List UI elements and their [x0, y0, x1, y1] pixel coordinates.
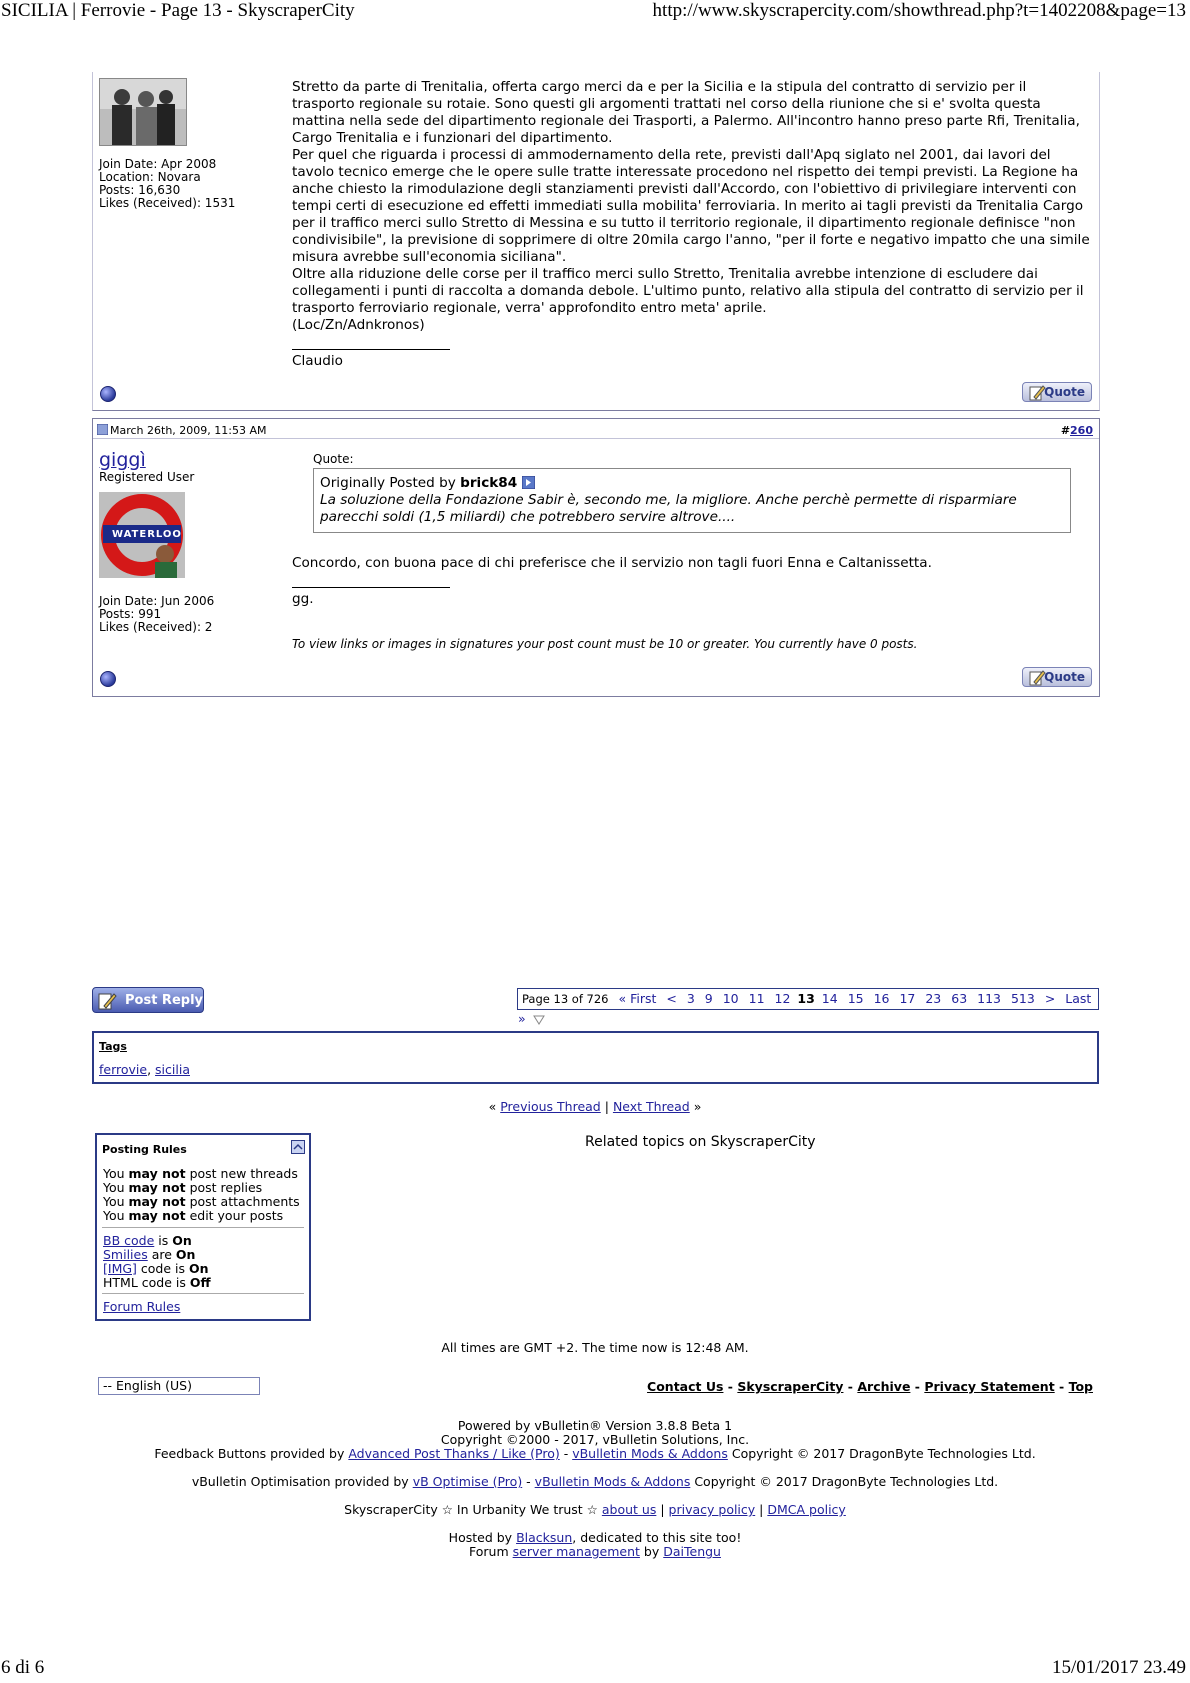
contact-us-link[interactable]: Contact Us — [647, 1379, 724, 1394]
avatar-text: WATERLOO — [112, 529, 182, 540]
signature: Claudio — [292, 353, 343, 369]
pager-page[interactable]: 15 — [847, 991, 864, 1006]
quote-heading: Quote: — [313, 452, 354, 466]
post-date: March 26th, 2009, 11:53 AM — [110, 424, 267, 437]
credits: Powered by vBulletin® Version 3.8.8 Beta 1 Copyright ©2000 - 2017, vBulletin Solutions, Inc. Feedback Buttons provided by Advanced Post Thanks / Like (Pro) - vBulletin Mods & Addons Copyright © 2017 DragonByte Technologies Ltd. vBulletin Optimisation provided by vB Optimise (Pro) - vBulletin Mods & Addons Copyright © 2017 DragonByte Technologies Ltd. SkyscraperCity ☆ In Urbanity We trust ☆ about us | privacy policy | DMCA policy Hosted by Blacksun, dedicated to this site too! Forum server management by DaiTengu — [154, 1418, 1036, 1559]
smilies-link[interactable]: Smilies — [103, 1247, 148, 1262]
location: Location: Novara — [99, 170, 201, 184]
quote-button-label: Quote — [1044, 670, 1085, 684]
top-link[interactable]: Top — [1068, 1379, 1093, 1394]
pager-page[interactable]: 113 — [977, 991, 1001, 1006]
pager-page[interactable]: 513 — [1010, 991, 1035, 1006]
signature-divider — [292, 587, 450, 588]
posting-rule: You may not post new threads — [103, 1166, 298, 1181]
post-number[interactable]: #260 — [1060, 424, 1093, 437]
pager-page[interactable]: 10 — [722, 991, 739, 1006]
message-paragraph: Per quel che riguarda i processi di ammodernamento della rete, previsti dall'Apq siglato nel 2001, dai lavori del tavolo tecnico emerge che le opere sulle tratte interessate procedono nel rispetto dei tempi previsti. La Regione ha anche chiesto la rimodulazione degli stanziamenti previsti dall'Accordo, con l'obiettivo di privilegiare interventi con tempi certi di esecuzione ed effetti immediati sulla mobilita' ferroviaria. In merito ai tagli previsti da Trenitalia Cargo per il traffico merci sullo Stretto di Messina e su tutto il territorio regionale, il dipartimento regionale definisce "non condivisibile", la previsione di sopprimere di oltre 20mila cargo l'anno, "per il forte e negativo impatto che una simile misura avrebbe sull'economia siciliana". — [292, 147, 1090, 265]
signature: gg. — [292, 591, 314, 607]
pager-label: Page 13 of 726 — [522, 992, 609, 1006]
quote-text: La soluzione della Fondazione Sabir è, secondo me, la migliore. Anche perchè permette di risparmiare parecchi soldi (1,5 miliardi) che potrebbero servire altrove.... — [320, 492, 1017, 525]
quote-pen-icon — [1028, 384, 1046, 402]
posting-rule: You may not post replies — [103, 1180, 263, 1195]
post-reply-pen-icon — [97, 991, 117, 1011]
quote-block — [313, 468, 1071, 533]
online-status-icon — [100, 386, 116, 402]
pager-page[interactable]: 12 — [774, 991, 791, 1006]
print-page-title: SICILIA | Ferrovie - Page 13 - SkyscraperCity — [1, 0, 355, 21]
quote-author: brick84 — [460, 475, 518, 491]
join-date: Join Date: Jun 2006 — [99, 594, 215, 608]
quote-button[interactable] — [1022, 667, 1092, 687]
pager-page[interactable]: 23 — [925, 991, 942, 1006]
user-avatar[interactable] — [99, 78, 187, 146]
posting-rule: You may not post attachments — [103, 1194, 300, 1209]
pager-next[interactable]: > — [1044, 991, 1056, 1006]
quote-button[interactable] — [1022, 382, 1092, 402]
pager-page[interactable]: 17 — [899, 991, 916, 1006]
post-reply-button[interactable] — [92, 987, 204, 1013]
print-page-number: 6 di 6 — [1, 1657, 45, 1678]
pager-page[interactable]: 16 — [873, 991, 890, 1006]
tags-box: Tags ferrovie, sicilia — [92, 1031, 1099, 1084]
post-message: Concordo, con buona pace di chi preferisce che il servizio non tagli fuori Enna e Caltanissetta. — [292, 555, 932, 571]
posting-rules-title: Posting Rules — [102, 1143, 187, 1156]
time-note: All times are GMT +2. The time now is 12:48 AM. — [441, 1340, 749, 1355]
privacy-statement-link[interactable]: Privacy Statement — [924, 1379, 1055, 1394]
quote-pen-icon — [1028, 669, 1046, 687]
pager-page[interactable]: 14 — [821, 991, 838, 1006]
post-count: Posts: 991 — [99, 607, 162, 621]
view-post-icon[interactable] — [522, 476, 535, 489]
pager-page[interactable]: 3 — [686, 991, 695, 1006]
pager-prev[interactable]: < — [666, 991, 677, 1006]
tags-title[interactable]: Tags — [99, 1040, 127, 1053]
pager-last[interactable]: Last » — [518, 991, 1092, 1026]
posting-rule: You may not edit your posts — [103, 1208, 284, 1223]
post-header — [93, 419, 1099, 439]
archive-link[interactable]: Archive — [857, 1379, 911, 1394]
pager-page[interactable]: 63 — [951, 991, 968, 1006]
signature-notice: To view links or images in signatures your post count must be 10 or greater. You currently have 0 posts. — [292, 637, 918, 651]
post-icon — [97, 424, 108, 435]
user-title: Registered User — [99, 470, 195, 484]
signature-divider — [292, 349, 450, 350]
pagination — [517, 988, 1099, 1026]
likes-received: Likes (Received): 2 — [99, 620, 213, 634]
post-reply-label: Post Reply — [125, 993, 203, 1008]
pager-dropdown-icon[interactable] — [533, 1015, 545, 1025]
message-paragraph: Oltre alla riduzione delle corse per il traffico merci sullo Stretto, Trenitalia avrebbe intenzione di escludere dai collegamenti i punti di raccolta a domanda debole. L'ultimo punto, relativo alla stipula del contratto di servizio per il trasporto ferroviario regionale, verra' approfondito entro meta' aprile. — [292, 266, 1084, 316]
pager-current: 13 — [797, 991, 815, 1006]
quote-button-label: Quote — [1044, 385, 1085, 399]
skyscrapercity-link[interactable]: SkyscraperCity — [737, 1379, 844, 1394]
tag-link[interactable]: ferrovie — [99, 1062, 148, 1077]
img-code-link[interactable]: [IMG] — [103, 1261, 137, 1276]
online-status-icon — [100, 671, 116, 687]
pager-page[interactable]: 9 — [704, 991, 713, 1006]
post-260 — [92, 418, 1100, 697]
message-paragraph: (Loc/Zn/Adnkronos) — [292, 317, 425, 333]
username-link[interactable]: giggì — [99, 449, 146, 471]
thread-navigation: « Previous Thread | Next Thread » — [488, 1099, 702, 1114]
footer-links: Contact Us - SkyscraperCity - Archive - Privacy Statement - Top — [647, 1379, 1093, 1394]
pager-page[interactable]: 11 — [748, 991, 765, 1006]
related-topics-title: Related topics on SkyscraperCity — [585, 1134, 816, 1150]
tag-link[interactable]: sicilia — [155, 1062, 190, 1077]
next-thread-link[interactable]: Next Thread — [612, 1099, 690, 1114]
post-1 — [92, 72, 1100, 411]
print-page-url: http://www.skyscrapercity.com/showthread.php?t=1402208&page=13 — [652, 0, 1186, 21]
bb-code-link[interactable]: BB code — [103, 1233, 155, 1248]
join-date: Join Date: Apr 2008 — [99, 157, 217, 171]
previous-thread-link[interactable]: Previous Thread — [500, 1099, 601, 1114]
collapse-icon[interactable] — [291, 1140, 305, 1154]
post-1-message — [292, 79, 1092, 334]
post-count: Posts: 16,630 — [99, 183, 181, 197]
print-datetime: 15/01/2017 23.49 — [1051, 1657, 1186, 1678]
forum-rules-link[interactable]: Forum Rules — [103, 1299, 181, 1314]
message-paragraph: Stretto da parte di Trenitalia, offerta cargo merci da e per la Sicilia e la stipula del contratto di servizio per il trasporto regionale su rotaie. Sono questi gli argomenti trattati nel corso della riunione che si e' svolta questa mattina nella sede del dipartimento regionale dei Trasporti, a Palermo. All'incontro hanno preso parte Rfi, Trenitalia, Cargo Trenitalia e i funzionari del dipartimento. — [292, 79, 1080, 146]
pager-first[interactable]: « First — [618, 991, 657, 1006]
likes-received: Likes (Received): 1531 — [99, 196, 236, 210]
posting-rules-box: Posting Rules You may not post new threads You may not post replies You may not post attachments You may not edit your posts BB code is On Smilies are On [IMG] code is On HTML code is Off Forum Rules — [95, 1133, 311, 1321]
language-select[interactable]: -- English (US) — [98, 1377, 260, 1395]
quote-originally: Originally Posted by — [320, 475, 456, 491]
